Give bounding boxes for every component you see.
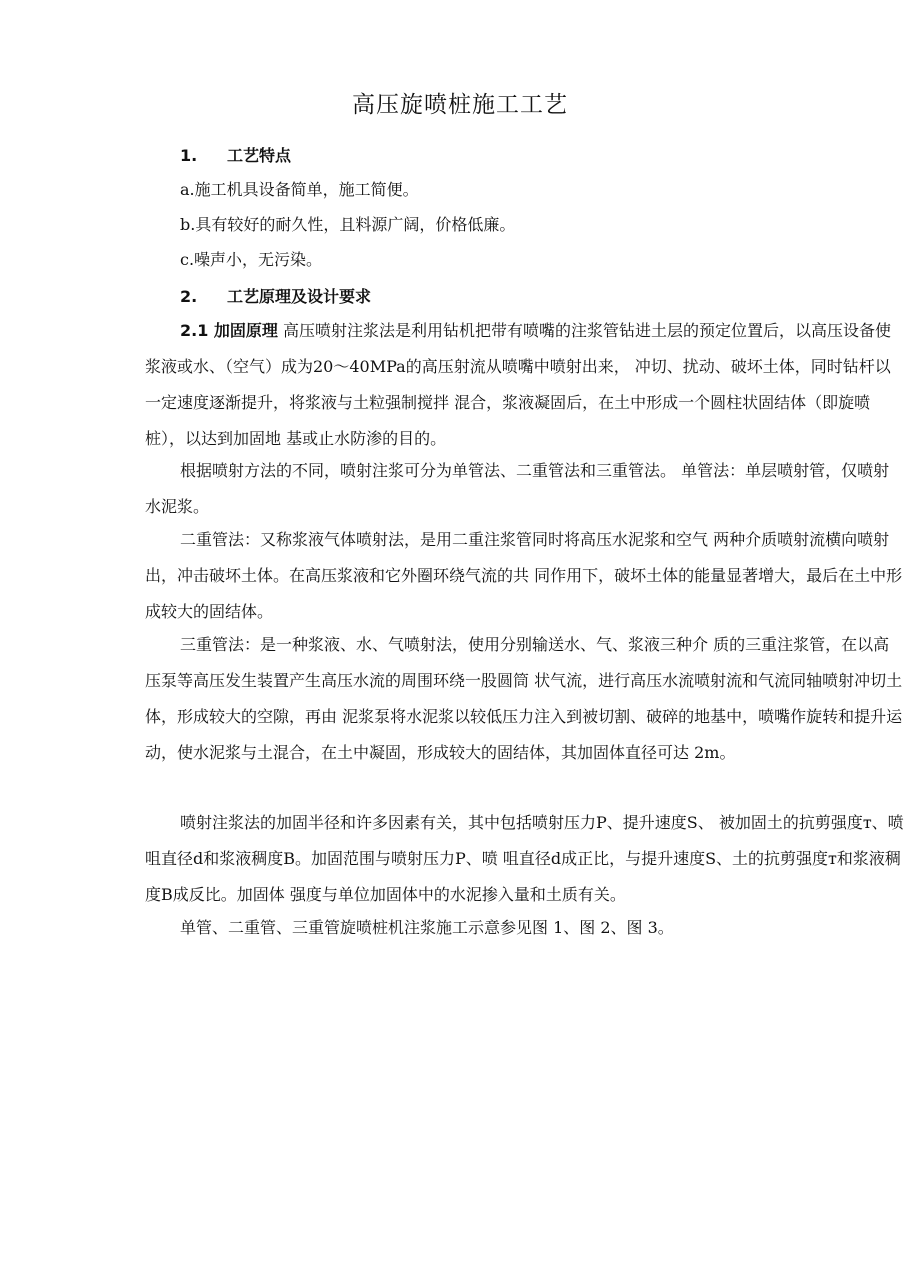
subsection-2-1-heading: 2.1 加固原理 [180, 321, 278, 340]
feature-item-a: a.施工机具设备简单，施工简便。 [180, 180, 419, 199]
paragraph-methods-overview: 根据喷射方法的不同，喷射注浆可分为单管法、二重管法和三重管法。 单管法：单层喷射管，仅喷射水泥浆。 [145, 461, 890, 516]
section-2-title: 工艺原理及设计要求 [227, 287, 372, 306]
paragraph-double-tube-method: 二重管法：又称浆液气体喷射法，是用二重注浆管同时将高压水泥浆和空气 两种介质喷射流横向喷射出，冲击破坏土体。在高压浆液和它外圈环绕气流的共 同作用下，破坏土体的能量显著增大，最后在土中形成较大的固结体。 [145, 530, 903, 621]
document-title: 高压旋喷桩施工工艺 [352, 92, 568, 118]
feature-item-c: c.噪声小，无污染。 [180, 250, 323, 269]
paragraph-reinforcement-principle [145, 313, 905, 457]
paragraph-figure-reference: 单管、二重管、三重管旋喷桩机注浆施工示意参见图 1、图 2、图 3。 [180, 918, 674, 937]
section-2-number: 2. [180, 287, 198, 306]
paragraph-text: 高压喷射注浆法是利用钻机把带有喷嘴的注浆管钻进土层的预定位置后，以高压设备使浆液或水、（空气）成为20〜40MPa的高压射流从喷嘴中喷射出来， 冲切、扰动、破坏土体，同时钻杆以一定速度逐渐提升，将浆液与土粒强制搅拌 混合，浆液凝固后，在土中形成一个圆柱状固结体（即旋喷桩），以达到加固地 基或止水防渗的目的。 [145, 321, 892, 448]
section-1-number: 1. [180, 146, 198, 165]
paragraph-triple-tube-method: 三重管法：是一种浆液、水、气喷射法，使用分别输送水、气、浆液三种介 质的三重注浆管，在以高压泵等高压发生装置产生高压水流的周围环绕一股圆筒 状气流，进行高压水流喷射流和气流同轴喷射冲切土体，形成较大的空隙，再由 泥浆泵将水泥浆以较低压力注入到被切割、破碎的地基中，喷嘴作旋转和提升运 动，使水泥浆与土混合，在土中凝固，形成较大的固结体，其加固体直径可达 2m。 [145, 635, 903, 762]
section-1-title: 工艺特点 [227, 146, 292, 165]
section-2-heading [180, 284, 371, 307]
paragraph-radius-factors: 喷射注浆法的加固半径和许多因素有关，其中包括喷射压力P、提升速度S、 被加固土的抗剪强度т、喷咀直径d和浆液稠度B。加固范围与喷射压力P、喷 咀直径d成正比，与提升速度S、土的抗剪强度т和浆液稠度B成反比。加固体 强度与单位加固体中的水泥掺入量和土质有关。 [145, 813, 904, 904]
feature-item-b: b.具有较好的耐久性，且料源广阔，价格低廉。 [180, 215, 516, 234]
section-1-heading [180, 143, 291, 166]
